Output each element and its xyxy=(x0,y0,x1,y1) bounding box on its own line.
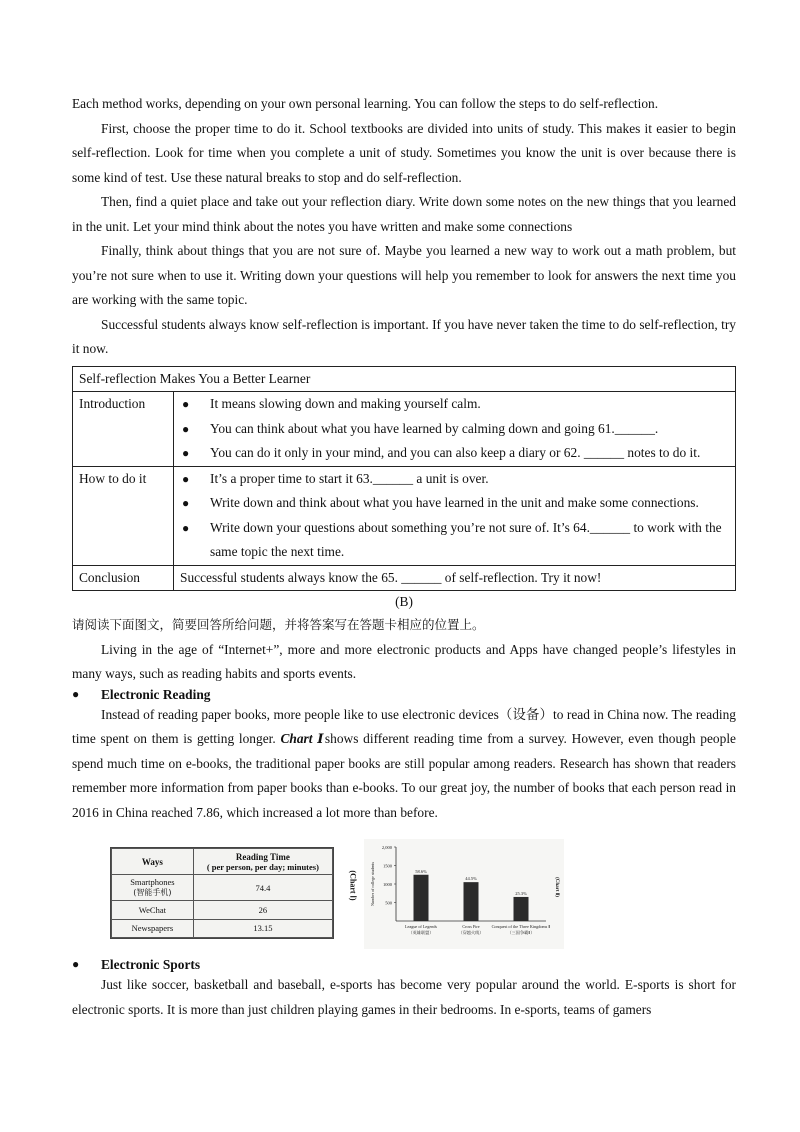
section-b-intro: Living in the age of “Internet+”, more and more electronic products and Apps have changed people’s lifestyles in many ways, such as reading habits and sports events. xyxy=(72,641,736,681)
y-tick-label: 500 xyxy=(385,900,392,906)
y-axis-title: Number of college students xyxy=(370,861,375,907)
table-header-reading-time xyxy=(193,849,332,875)
row-label-how-to-do-it: How to do it xyxy=(73,466,174,565)
y-tick-label: 2,000 xyxy=(381,845,392,850)
chart-2-caption: (Chart Ⅱ) xyxy=(554,877,559,897)
introduction-items xyxy=(174,392,736,467)
bullet-item xyxy=(180,491,729,516)
bullet-icon: ● xyxy=(72,686,80,701)
y-tick-label: 1500 xyxy=(383,863,392,869)
table-cell-value: 26 xyxy=(193,901,332,920)
paragraph-a2: First, choose the proper time to do it. School textbooks are divided into units of study. This makes it easier to begin self-reflection. Look for time when you complete a unit of study. Sometimes you know the unit is over because there is some kind of test. Use these natural breaks to stop and do self-reflection. xyxy=(72,120,736,185)
bullet-item xyxy=(180,441,729,466)
blank-61-text: You can think about what you have learned by calming down and going 61.______. xyxy=(210,420,659,436)
heading-text: Electronic Sports xyxy=(101,957,201,972)
x-tick-label-cn: （英雄联盟） xyxy=(408,930,434,935)
bullet-icon: ● xyxy=(182,496,190,510)
header-sub: ( per person, per day; minutes) xyxy=(206,861,319,872)
bar-value-label: 44.5% xyxy=(465,876,477,882)
table-cell-smartphones xyxy=(112,875,194,901)
bullet-icon: ● xyxy=(182,421,190,436)
bullet-icon: ● xyxy=(182,520,190,535)
blank-64-text: Write down your questions about something you’re not sure of. It’s 64.______ to work with the same topic the next time. xyxy=(210,519,722,559)
paragraph-a4: Finally, think about things that you are not sure of. Maybe you learned a new way to work out a math problem, but you’re not sure when to use it. Writing down your questions will help you remember to look for answers the next time you are working with the same topic. xyxy=(72,243,736,307)
bar xyxy=(414,875,429,921)
paragraph-electronic-sports: Just like soccer, basketball and baseball, e-sports has become very popular around the world. E-sports is short for electronic sports. It is more than just children playing games in their bedrooms. In e-sports, teams of gamers xyxy=(72,977,736,1017)
table-header-ways: Ways xyxy=(112,849,194,875)
bullet-item xyxy=(180,392,729,417)
worksheet-page xyxy=(72,92,736,1022)
bullet-icon: ● xyxy=(182,397,190,411)
section-b-instruction: 请阅读下面图文，简要回答所给问题，并将答案写在答题卡相应的位置上。 xyxy=(72,617,485,632)
header-main: Reading Time xyxy=(235,851,290,862)
x-tick-label-cn: （三国争霸Ⅱ） xyxy=(507,930,535,935)
cell-text: Smartphones xyxy=(130,877,175,887)
blank-62-text: You can do it only in your mind, and you can also keep a diary or 62. ______ notes to do it. xyxy=(210,445,701,460)
para-text: shows different reading time from a survey. However, even though people spend much time on e-books, the traditional paper books are still popular among readers. Research has shown that readers remember more information from paper books than e-books. To our great joy, the number of books that each person read in 2016 in China reached 7.86, which increased a lot more than before. xyxy=(72,731,736,820)
table-cell-wechat: WeChat xyxy=(112,901,194,920)
cell-text-cn: (智能手机) xyxy=(133,888,172,897)
how-to-items xyxy=(174,466,736,565)
row-label-conclusion: Conclusion xyxy=(73,565,174,591)
bullet-text: Write down and think about what you have learned in the unit and make some connections. xyxy=(210,495,699,510)
summary-table-title: Self-reflection Makes You a Better Learner xyxy=(73,366,736,392)
y-tick-label: 1000 xyxy=(383,882,392,887)
bar-value-label: 25.3% xyxy=(515,890,527,896)
bullet-icon: ● xyxy=(72,957,80,971)
paragraph-a5: Successful students always know self-reflection is important. If you have never taken the time to do self-reflection, try it now. xyxy=(72,316,736,356)
reading-time-table xyxy=(110,847,334,939)
row-label-introduction: Introduction xyxy=(73,392,174,467)
heading-text: Electronic Reading xyxy=(101,686,211,702)
summary-table xyxy=(72,366,736,592)
bullet-item xyxy=(180,467,729,492)
bullet-text: It means slowing down and making yourself calm. xyxy=(210,396,481,411)
paragraph-a1: Each method works, depending on your own personal learning. You can follow the steps to do self-reflection. xyxy=(72,96,659,111)
paragraph-a3: Then, find a quiet place and take out your reflection diary. Write down some notes on the new things that you learned in the unit. Let your mind think about the notes you have written and make some connections xyxy=(72,194,736,234)
heading-electronic-reading xyxy=(72,687,736,703)
bar-value-label: 58.6% xyxy=(415,868,427,874)
x-tick-label: League of Legends xyxy=(404,924,438,929)
section-b-label: (B) xyxy=(395,594,413,609)
bar-chart-panel xyxy=(364,839,564,949)
table-cell-value: 13.15 xyxy=(193,919,332,938)
bar-chart xyxy=(364,839,564,949)
chart-1-caption: (Chart Ⅰ) xyxy=(348,870,358,901)
heading-electronic-sports xyxy=(72,957,736,973)
bullet-item xyxy=(180,516,729,565)
bullet-icon: ● xyxy=(182,471,190,486)
bar xyxy=(514,897,529,921)
table-cell-newspapers: Newspapers xyxy=(112,919,194,938)
chart-reference: Chart Ⅰ xyxy=(280,731,325,746)
bullet-item xyxy=(180,417,729,442)
paragraph-electronic-reading xyxy=(72,703,736,826)
bullet-icon: ● xyxy=(182,446,190,460)
blank-63-text: It’s a proper time to start it 63.______ a unit is over. xyxy=(210,470,489,486)
para-text: Instead of reading paper books, more people like to use electronic devices（设备）to read in China now. The reading time spent on them is getting longer. xyxy=(72,706,736,746)
x-tick-label: Conquest of the Three Kingdoms Ⅱ xyxy=(491,924,551,929)
figures-row xyxy=(72,839,736,957)
bar xyxy=(464,882,479,921)
x-tick-label: Cross Fire xyxy=(462,924,480,929)
x-tick-label-cn: （穿越火线） xyxy=(458,930,484,935)
blank-65-text: Successful students always know the 65. ______ of self-reflection. Try it now! xyxy=(174,565,736,591)
table-cell-value: 74.4 xyxy=(193,875,332,901)
